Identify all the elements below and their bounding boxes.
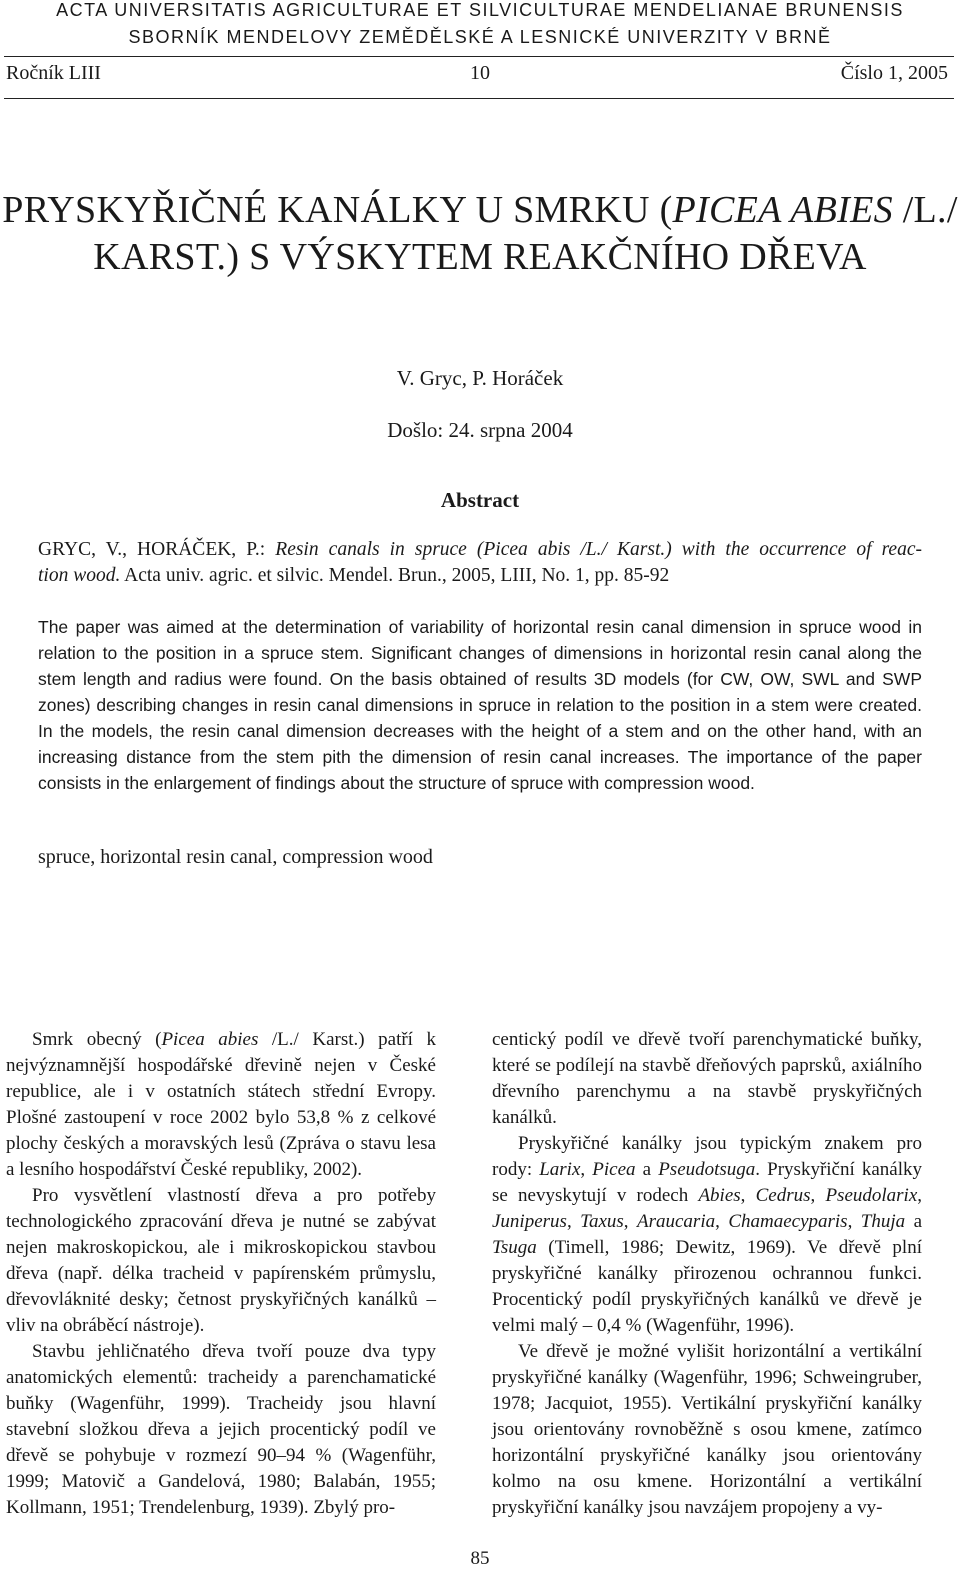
paragraph: Smrk obecný (Picea abies /L./ Karst.) patří k nejvýznamnější hospodářské dřevině nejen v České republice, ale i v ostatních státech střední Evropy. Plošné zastoupení v roce 2002 bylo 53,8 % z celkové plochy českých a moravských lesů (Zpráva o stavu lesa a lesního hospodářství České republiky, 2002). <box>6 1029 436 1180</box>
page-number: 85 <box>470 1548 490 1569</box>
abstract-citation-line2: tion wood. Acta univ. agric. et silvic. Mendel. Brun., 2005, LIII, No. 1, pp. 85-92 <box>38 565 670 586</box>
abstract-body: The paper was aimed at the determination of variability of horizontal resin canal dimension in spruce wood in relation to the position in a spruce stem. Significant changes of dimensions in horizontal resin canal along the stem length and radius were found. On the basis obtained of results 3D models (for CW, OW, SWL and SWP zones) describing changes in resin canal dimensions in spruce in relation to the position in a stem were created. In the models, the resin canal dimension decreases with the height of a stem and on the other hand, with an increasing distance from the stem pith the dimension of resin canal increases. The importance of the paper consists in the enlargement of findings about the structure of spruce with compression wood. <box>38 617 922 793</box>
authors: V. Gryc, P. Horáček <box>396 366 564 390</box>
body-column-left <box>6 1027 436 1521</box>
paragraph: Pryskyřičné kanálky jsou typickým znakem pro rody: Larix, Picea a Pseudotsuga. Pryskyřiční kanálky se nevyskytují v rodech Abies, Cedrus, Pseudolarix, Juniperus, Taxus, Araucaria, Chamaecyparis, Thuja a Tsuga (Timell, 1986; Dewitz, 1969). Ve dřevě plní pryskyřičné kanálky přirozenou ochrannou funkci. Procentický podíl pryskyřičných kanálků ve dřevě je velmi malý – 0,4 % (Wagenführ, 1996). <box>492 1133 923 1336</box>
journal-name-czech: SBORNÍK MENDELOVY ZEMĚDĚLSKÉ A LESNICKÉ UNIVERZITY V BRNĚ <box>128 27 832 47</box>
issue-center-number: 10 <box>470 62 490 84</box>
abstract-citation-line1: GRYC, V., HORÁČEK, P.: Resin canals in spruce (Picea abis /L./ Karst.) with the occurrence of reac- <box>38 539 922 560</box>
issue-label: Číslo 1, 2005 <box>840 62 948 84</box>
paragraph: centický podíl ve dřevě tvoří parenchymatické buňky, které se podílejí na stavbě dřeňových paprsků, axiálního dřevního parenchymu a na stavbě pryskyřičných kanálků. <box>492 1029 922 1128</box>
keywords: spruce, horizontal resin canal, compression wood <box>38 846 433 868</box>
article-title-line1: PRYSKYŘIČNÉ KANÁLKY U SMRKU (PICEA ABIES /L./ <box>2 189 958 231</box>
header-rule-top <box>4 56 954 57</box>
journal-name-latin: ACTA UNIVERSITATIS AGRICULTURAE ET SILVICULTURAE MENDELIANAE BRUNENSIS <box>56 0 904 20</box>
received-date: Došlo: 24. srpna 2004 <box>387 418 573 442</box>
paragraph: Ve dřevě je možné vylišit horizontální a vertikální pryskyřičné kanálky (Wagenführ, 1996; Schweingruber, 1978; Jacquiot, 1955). Vertikální pryskyřiční kanálky jsou orientovány rovnoběžně s osou kmene, zatímco horizontální pryskyřičné kanálky jsou orientovány kolmo na osu kmene. Horizontální a vertikální pryskyřiční kanálky jsou navzájem propojeny a vy- <box>492 1341 922 1518</box>
paragraph: Stavbu jehličnatého dřeva tvoří pouze dva typy anatomických elementů: tracheidy a parenchamatické buňky (Wagenführ, 1999). Tracheidy jsou hlavní stavební složkou dřeva a jejich procentický podíl ve dřevě se pohybuje v rozmezí 90–94 % (Wagenführ, 1999; Matovič a Gandelová, 1980; Balabán, 1955; Kollmann, 1951; Trendelenburg, 1939). Zbylý pro- <box>6 1341 436 1518</box>
header-rule-bottom <box>4 98 954 99</box>
volume-label: Ročník LIII <box>6 62 101 84</box>
paragraph: Pro vysvětlení vlastností dřeva a pro potřeby technologického zpracování dřeva je nutné se zabývat nejen makroskopickou, ale i mikroskopickou stavbou dřeva (např. délka tracheid v papírenském průmyslu, dřevovláknité desky; četnost pryskyřičných kanálků – vliv na obráběcí nástroje). <box>6 1185 436 1336</box>
body-column-right <box>492 1027 922 1521</box>
article-title-line2: KARST.) S VÝSKYTEM REAKČNÍHO DŘEVA <box>93 236 867 278</box>
abstract-heading: Abstract <box>440 488 520 512</box>
